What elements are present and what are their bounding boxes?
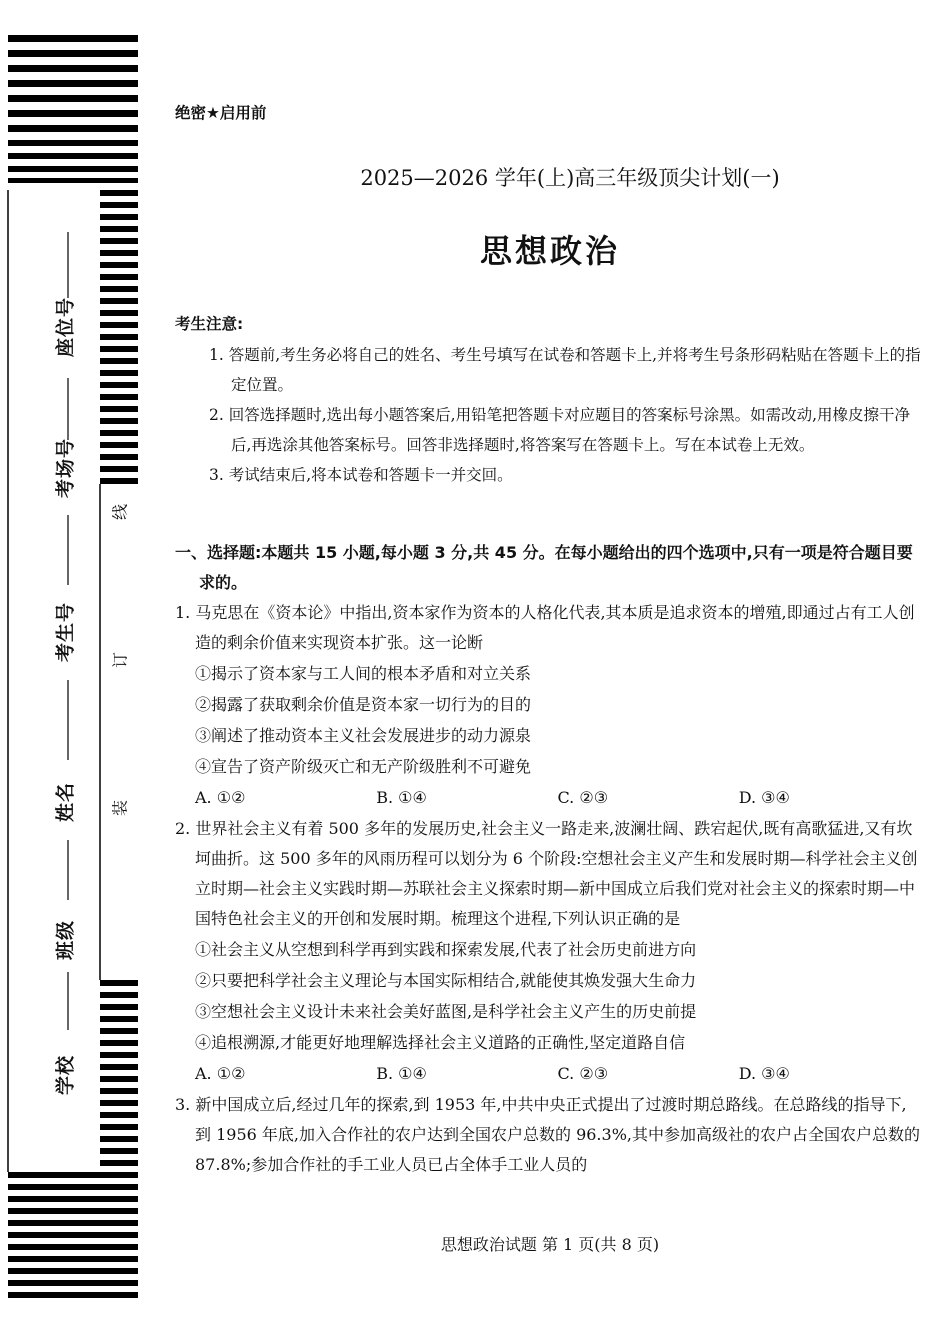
choice-c: C. ②③ xyxy=(557,788,609,807)
choice-b: B. ①④ xyxy=(376,1064,427,1083)
confidential-mark: 绝密★启用前 xyxy=(175,104,267,122)
statement-option: ③阐述了推动资本主义社会发展进步的动力源泉 xyxy=(195,726,532,745)
statement-option: ④追根溯源,才能更好地理解选择社会主义道路的正确性,坚定道路自信 xyxy=(195,1033,686,1052)
notice-item: 3. 考试结束后,将本试卷和答题卡一并交回。 xyxy=(209,466,513,484)
question-3 xyxy=(175,1090,920,1180)
notice-title: 考生注意: xyxy=(175,315,244,333)
section-heading: 一、选择题:本题共 15 小题,每小题 3 分,共 45 分。在每小题给出的四个选项中,只有一项是符合题目要求的。 xyxy=(175,543,913,592)
question-area xyxy=(175,538,920,1180)
question-stem: 1. 马克思在《资本论》中指出,资本家作为资本的人格化代表,其本质是追求资本的增殖,即通过占有工人创造的剩余价值来实现资本扩张。这一论断 xyxy=(175,603,915,652)
question-stem: 2. 世界社会主义有着 500 多年的发展历史,社会主义一路走来,波澜壮阔、跌宕起伏,既有高歌猛进,又有坎坷曲折。这 500 多年的风雨历程可以划分为 6 个阶段:空想社会主义产生和发展时期—科学社会主义创立时期—社会主义实践时期—苏联社会主义探索时期—新中国成立后我们党对社会主义的探索时期—中国特色社会主义的开创和发展时期。梳理这个进程,下列认识正确的是 xyxy=(175,819,918,928)
statement-option: ③空想社会主义设计未来社会美好蓝图,是科学社会主义产生的历史前提 xyxy=(195,1002,697,1021)
exam-title: 2025—2026 学年(上)高三年级顶尖计划(一) xyxy=(360,166,780,190)
name-label: 姓名 xyxy=(54,781,77,823)
choice-a: A. ①② xyxy=(195,1064,246,1083)
statement-option: ①社会主义从空想到科学再到实践和探索发展,代表了社会历史前进方向 xyxy=(195,940,697,959)
answer-choices xyxy=(175,1058,920,1090)
statement-option: ②只要把科学社会主义理论与本国实际相结合,就能使其焕发强大生命力 xyxy=(195,971,697,990)
statement-option: ①揭示了资本家与工人间的根本矛盾和对立关系 xyxy=(195,664,532,683)
candidate-notice xyxy=(175,312,925,490)
exam-room-label: 考场号 xyxy=(54,437,77,499)
binding-mark-staple: 订 xyxy=(110,651,130,669)
choice-d: D. ③④ xyxy=(738,788,790,807)
statement-option: ②揭露了获取剩余价值是资本家一切行为的目的 xyxy=(195,695,532,714)
choice-b: B. ①④ xyxy=(376,788,427,807)
page-footer: 思想政治试题 第 1 页(共 8 页) xyxy=(440,1235,660,1254)
choice-c: C. ②③ xyxy=(557,1064,609,1083)
statement-option: ④宣告了资产阶级灭亡和无产阶级胜利不可避免 xyxy=(195,757,532,776)
question-2 xyxy=(175,814,920,1090)
answer-choices xyxy=(175,782,920,814)
binding-margin xyxy=(0,0,150,1343)
school-label: 学校 xyxy=(54,1054,77,1096)
binding-mark-bind: 装 xyxy=(110,799,130,817)
candidate-number-label: 考生号 xyxy=(54,601,77,663)
binding-mark-line: 线 xyxy=(110,503,130,521)
notice-item: 2. 回答选择题时,选出每小题答案后,用铅笔把答题卡对应题目的答案标号涂黑。如需改动,用橡皮擦干净后,再选涂其他答案标号。回答非选择题时,将答案写在答题卡上。写在本试卷上无效。 xyxy=(209,406,910,454)
question-stem: 3. 新中国成立后,经过几年的探索,到 1953 年,中共中央正式提出了过渡时期总路线。在总路线的指导下,到 1956 年底,加入合作社的农户达到全国农户总数的 96.3%,其中参加高级社的农户占全国农户总数的 87.8%;参加合作社的手工业人员已占全体手工业人员的 xyxy=(175,1095,920,1174)
notice-item: 1. 答题前,考生务必将自己的姓名、考生号填写在试卷和答题卡上,并将考生号条形码粘贴在答题卡上的指定位置。 xyxy=(209,346,921,394)
class-label: 班级 xyxy=(54,919,77,961)
question-1 xyxy=(175,598,920,814)
choice-d: D. ③④ xyxy=(738,1064,790,1083)
subject-title: 思想政治 xyxy=(479,232,620,270)
seat-number-label: 座位号 xyxy=(54,296,77,358)
choice-a: A. ①② xyxy=(195,788,246,807)
